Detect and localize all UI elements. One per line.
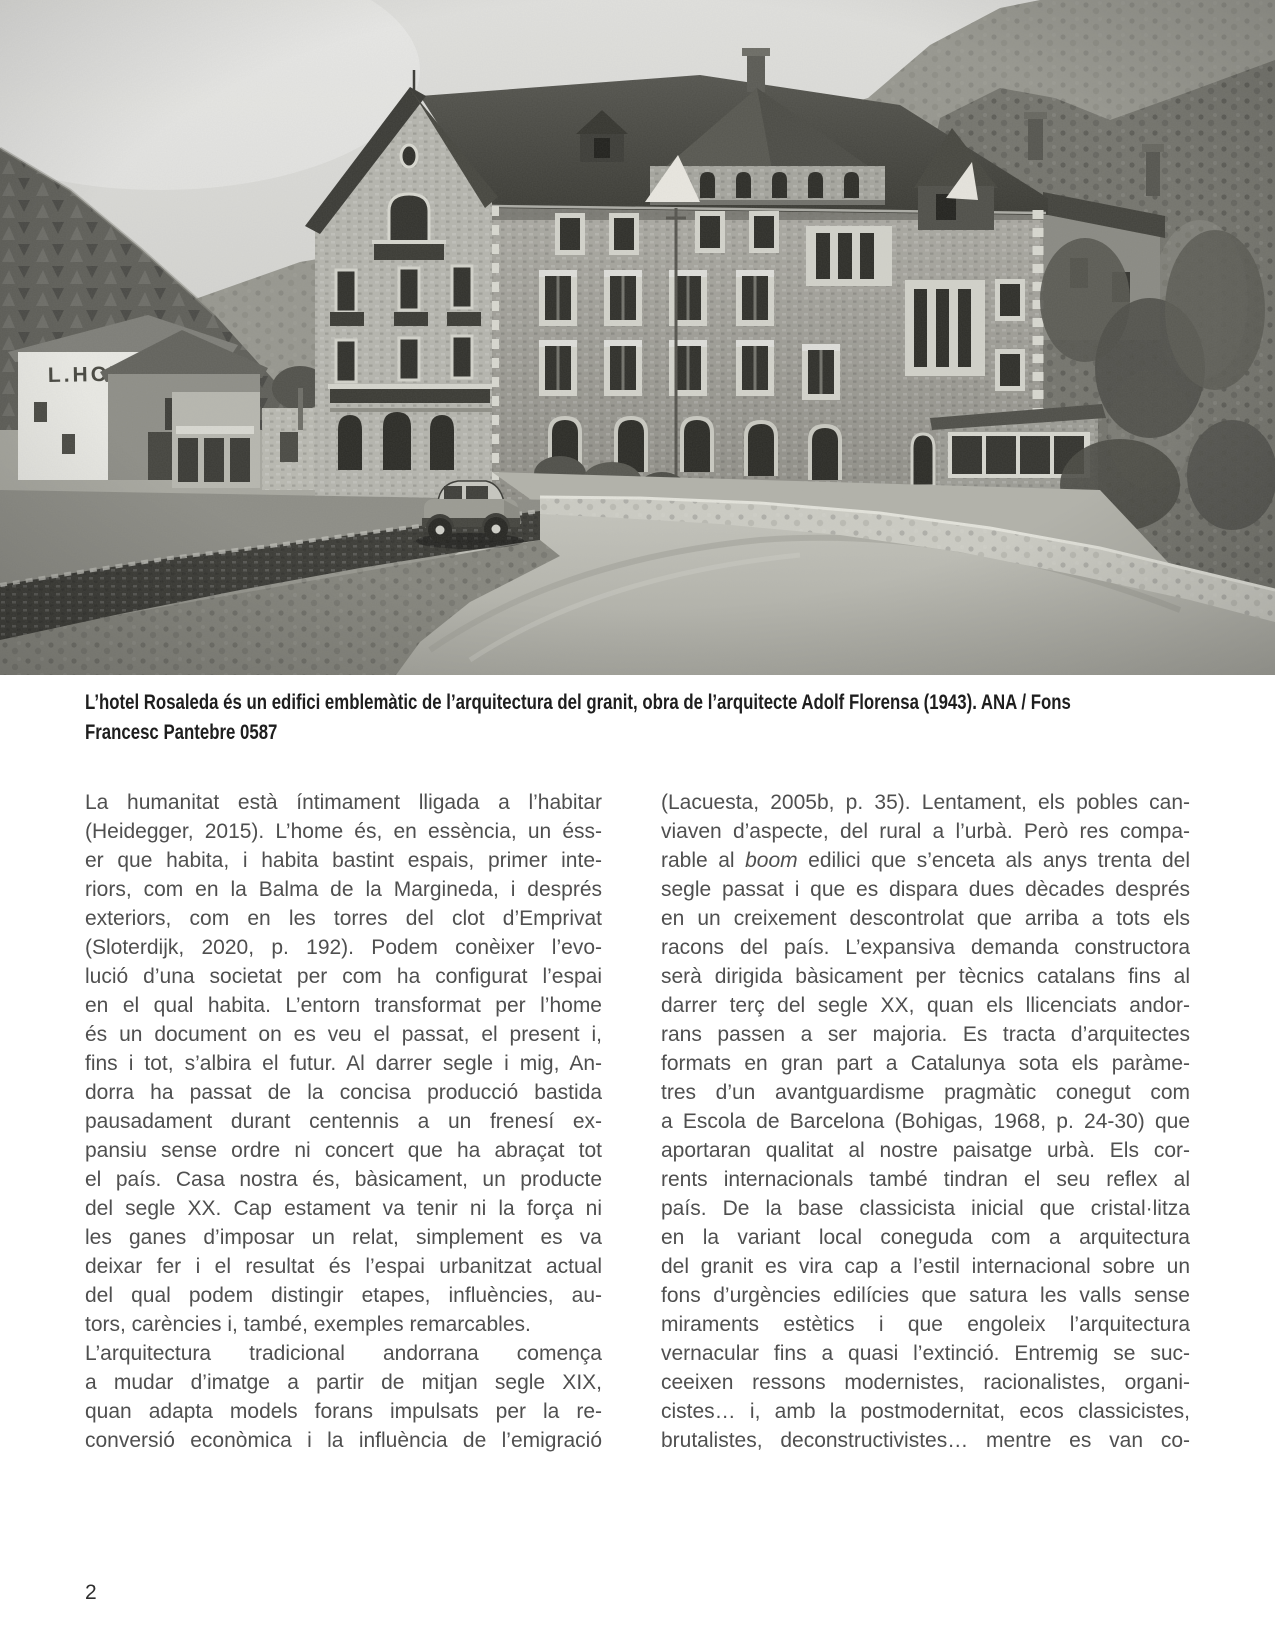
text-line: en un creixement descontrolat que arriba a tots els [661, 907, 1190, 930]
caption-line: Francesc Pantebre 0587 [85, 721, 278, 744]
article-column-left [85, 788, 602, 1455]
text-line: a mudar d’imatge a partir de mitjan segle XIX, [85, 1371, 602, 1394]
text-line: cistes… i, amb la postmodernitat, ecos classicistes, [661, 1400, 1190, 1423]
text-line: en el qual habita. L’entorn transformat per l’home [85, 994, 602, 1017]
text-line: darrer terç del segle XX, quan els llicenciats andor- [661, 994, 1190, 1017]
text-line: del segle XX. Cap estament va tenir ni la força ni [85, 1197, 602, 1220]
text-line: conversió econòmica i la influència de l’emigració [85, 1429, 602, 1452]
text-line: viaven d’aspecte, del rural a l’urbà. Però res compa- [661, 820, 1190, 843]
text-line: (Lacuesta, 2005b, p. 35). Lentament, els pobles can- [661, 791, 1190, 814]
text-line: pausadament durant centennis a un frenesí ex- [85, 1110, 602, 1133]
text-line: dorra ha passat de la concisa producció bastida [85, 1081, 602, 1104]
photo-hotel-rosaleda [0, 0, 1275, 675]
text-line: país. De la base classicista inicial que cristal·litza [661, 1197, 1190, 1220]
text-line: rents internacionals també tindran el seu reflex al [661, 1168, 1190, 1191]
text-line: er que habita, i habita bastint espais, primer inte- [85, 849, 602, 872]
article-column-right [661, 788, 1190, 1455]
text-line: del granit es vira cap a l’estil internacional sobre un [661, 1255, 1190, 1278]
text-line: rans passen a ser majoria. Es tracta d’arquitectes [661, 1023, 1190, 1046]
text-line: lució d’una societat per com ha configurat l’espai [85, 965, 602, 988]
text-line: formats en gran part a Catalunya sota els paràme- [661, 1052, 1190, 1075]
text-line: quan adapta models forans impulsats per la re- [85, 1400, 602, 1423]
text-line: ceeixen ressons modernistes, racionalistes, organi- [661, 1371, 1190, 1394]
text-line: tors, carències i, també, exemples remarcables. [85, 1313, 531, 1336]
text-line: rable al boom edilici que s’enceta als anys trenta del [661, 849, 1190, 872]
text-line: segle passat i que es dispara dues dècades després [661, 878, 1190, 901]
photo-vignette [0, 0, 1275, 675]
text-line: el país. Casa nostra és, bàsicament, un producte [85, 1168, 602, 1191]
text-line: La humanitat està íntimament lligada a l’habitar [85, 791, 602, 814]
text-line: deixar fer i el resultat és l’espai urbanitzat actual [85, 1255, 602, 1278]
page-number: 2 [85, 1581, 97, 1604]
text-line: miraments estètics i que engoleix l’arquitectura [661, 1313, 1190, 1336]
text-line: racons del país. L’expansiva demanda constructora [661, 936, 1190, 959]
text-line: fins i tot, s’albira el futur. Al darrer segle i mig, An- [85, 1052, 602, 1075]
text-line: (Sloterdijk, 2020, p. 192). Podem conèixer l’evo- [85, 936, 602, 959]
text-line: les ganes d’imposar un relat, simplement es va [85, 1226, 602, 1249]
text-line: vernacular fins a quasi l’extinció. Entremig se suc- [661, 1342, 1190, 1365]
photo-caption [85, 688, 1245, 748]
text-line: aportaran qualitat al nostre paisatge urbà. Els cor- [661, 1139, 1190, 1162]
text-line: exteriors, com en les torres del clot d’Emprivat [85, 907, 602, 930]
text-line: serà dirigida bàsicament per tècnics catalans fins al [661, 965, 1190, 988]
text-line: (Heidegger, 2015). L’home és, en essència, un éss- [85, 820, 602, 843]
text-line: riors, com en la Balma de la Margineda, i després [85, 878, 602, 901]
text-line: del qual podem distingir etapes, influències, au- [85, 1284, 602, 1307]
text-line: en la variant local coneguda com a arquitectura [661, 1226, 1190, 1249]
text-line: fons d’urgències edilícies que satura les valls sense [661, 1284, 1190, 1307]
text-line: a Escola de Barcelona (Bohigas, 1968, p. 24-30) que [661, 1110, 1190, 1133]
text-line: és un document on es veu el passat, el present i, [85, 1023, 602, 1046]
caption-line: L’hotel Rosaleda és un edifici emblemàtic de l’arquitectura del granit, obra de l’arquitecte Adolf Florensa (1943). ANA / Fons [85, 691, 1071, 714]
text-line: L’arquitectura tradicional andorrana comença [85, 1342, 602, 1365]
text-line: tres d’un avantguardisme pragmàtic conegut com [661, 1081, 1190, 1104]
text-line: brutalistes, deconstructivistes… mentre es van co- [661, 1429, 1190, 1452]
text-line: pansiu sense ordre ni concert que ha abraçat tot [85, 1139, 602, 1162]
